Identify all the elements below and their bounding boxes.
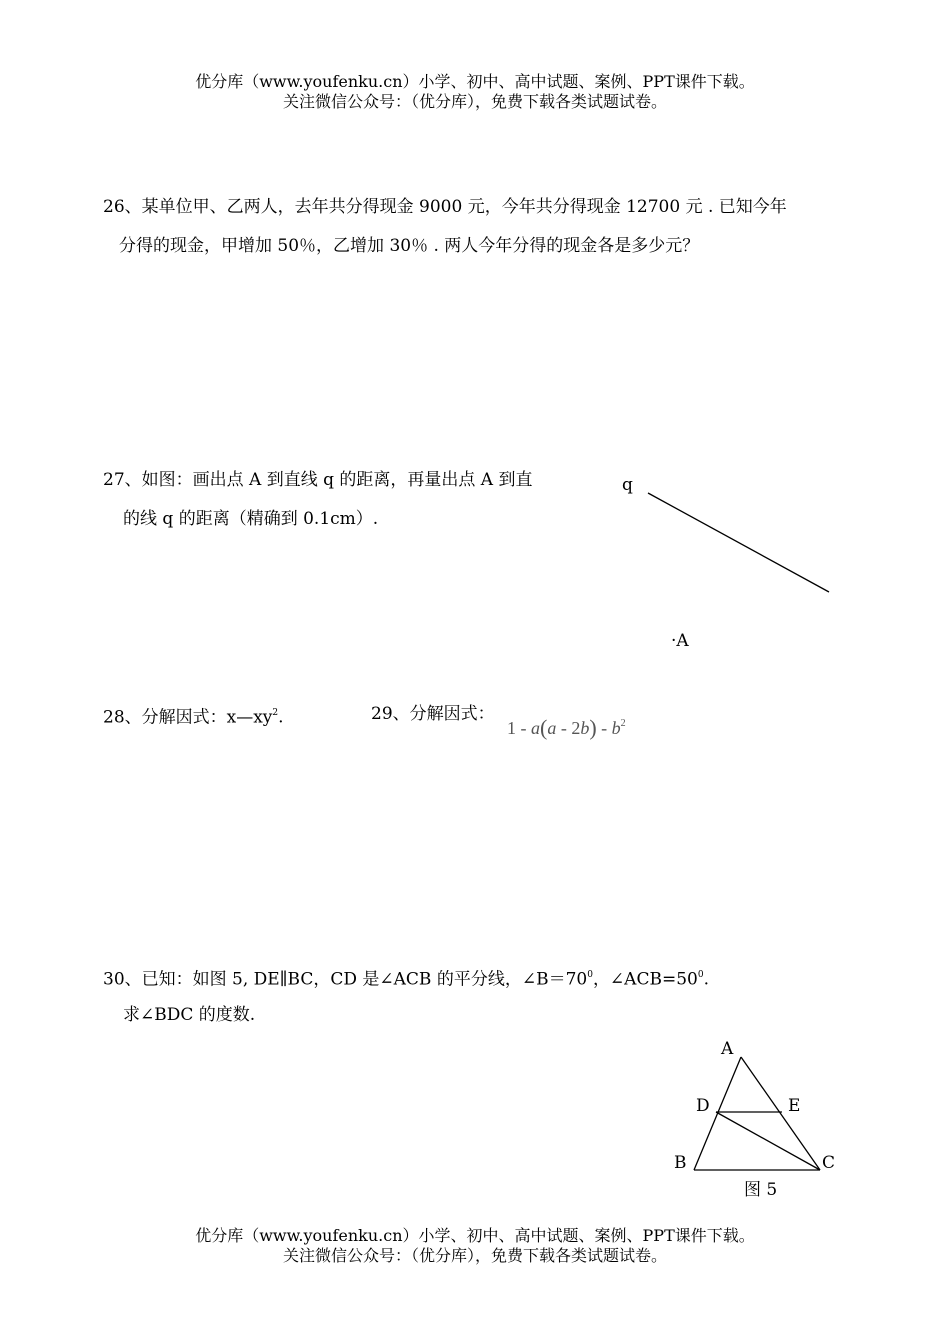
- question-29-expression: [507, 714, 626, 740]
- expr-var-b2: b: [611, 718, 621, 738]
- footer-line-1: 优分库（www.youfenku.cn）小学、初中、高中试题、案例、PPT课件下载。: [195, 1226, 755, 1245]
- question-30-text-a: 30、已知：如图 5, DE∥BC，CD 是∠ACB 的平分线，∠B＝70: [103, 969, 588, 990]
- vertex-a-label: A: [721, 1039, 734, 1059]
- vertex-c-label: C: [822, 1153, 836, 1173]
- line-q-figure: [600, 470, 850, 660]
- question-30-line-1: [103, 965, 709, 991]
- degree-mark-2: 0: [697, 970, 704, 980]
- question-30-text-b: ，∠ACB=50: [592, 969, 698, 990]
- expr-var-a1: a: [531, 718, 540, 738]
- header-line-2: 关注微信公众号：（优分库），免费下载各类试题试卷。: [282, 92, 667, 111]
- figure-5-caption: 图 5: [744, 1180, 778, 1200]
- expr-exponent: 2: [620, 718, 626, 729]
- question-30-text-c: .: [703, 969, 709, 990]
- line-q-label: q: [622, 475, 633, 495]
- segment-cd: [716, 1112, 820, 1170]
- vertex-b-label: B: [674, 1153, 687, 1173]
- expr-part-3: -: [596, 718, 612, 738]
- expr-left-paren: (: [540, 715, 548, 740]
- question-26-line-2: 分得的现金，甲增加 50％，乙增加 30％ . 两人今年分得的现金各是多少元？: [119, 236, 700, 256]
- expr-right-paren: ): [589, 715, 597, 740]
- expr-part-1: 1 -: [507, 718, 531, 738]
- question-27-line-1: 27、如图：画出点 A 到直线 q 的距离，再量出点 A 到直: [103, 470, 533, 490]
- question-28-period: .: [278, 707, 284, 728]
- question-26-line-1: 26、某单位甲、乙两人，去年共分得现金 9000 元，今年共分得现金 12700 元 . 已知今年: [103, 197, 787, 217]
- question-28-text: 28、分解因式：x—xy: [103, 707, 273, 728]
- question-28: [103, 703, 284, 729]
- question-29-text: 29、分解因式：: [371, 704, 495, 724]
- degree-mark-1: 0: [587, 970, 593, 980]
- vertex-e-label: E: [788, 1096, 801, 1116]
- vertex-d-label: D: [696, 1096, 710, 1116]
- expr-var-b1: b: [580, 718, 590, 738]
- line-q: [648, 493, 829, 592]
- header-line-1: 优分库（www.youfenku.cn）小学、初中、高中试题、案例、PPT课件下载。: [195, 72, 755, 91]
- point-a-label: ·A: [671, 631, 689, 651]
- footer-line-2: 关注微信公众号：（优分库），免费下载各类试题试卷。: [282, 1246, 667, 1265]
- side-ac: [741, 1057, 820, 1170]
- question-28-exponent: 2: [272, 708, 279, 718]
- expr-var-a2: a: [547, 718, 557, 738]
- expr-part-2: - 2: [556, 718, 581, 738]
- question-30-line-2: 求∠BDC 的度数.: [123, 1005, 256, 1025]
- question-27-line-2: 的线 q 的距离（精确到 0.1cm）.: [123, 509, 379, 529]
